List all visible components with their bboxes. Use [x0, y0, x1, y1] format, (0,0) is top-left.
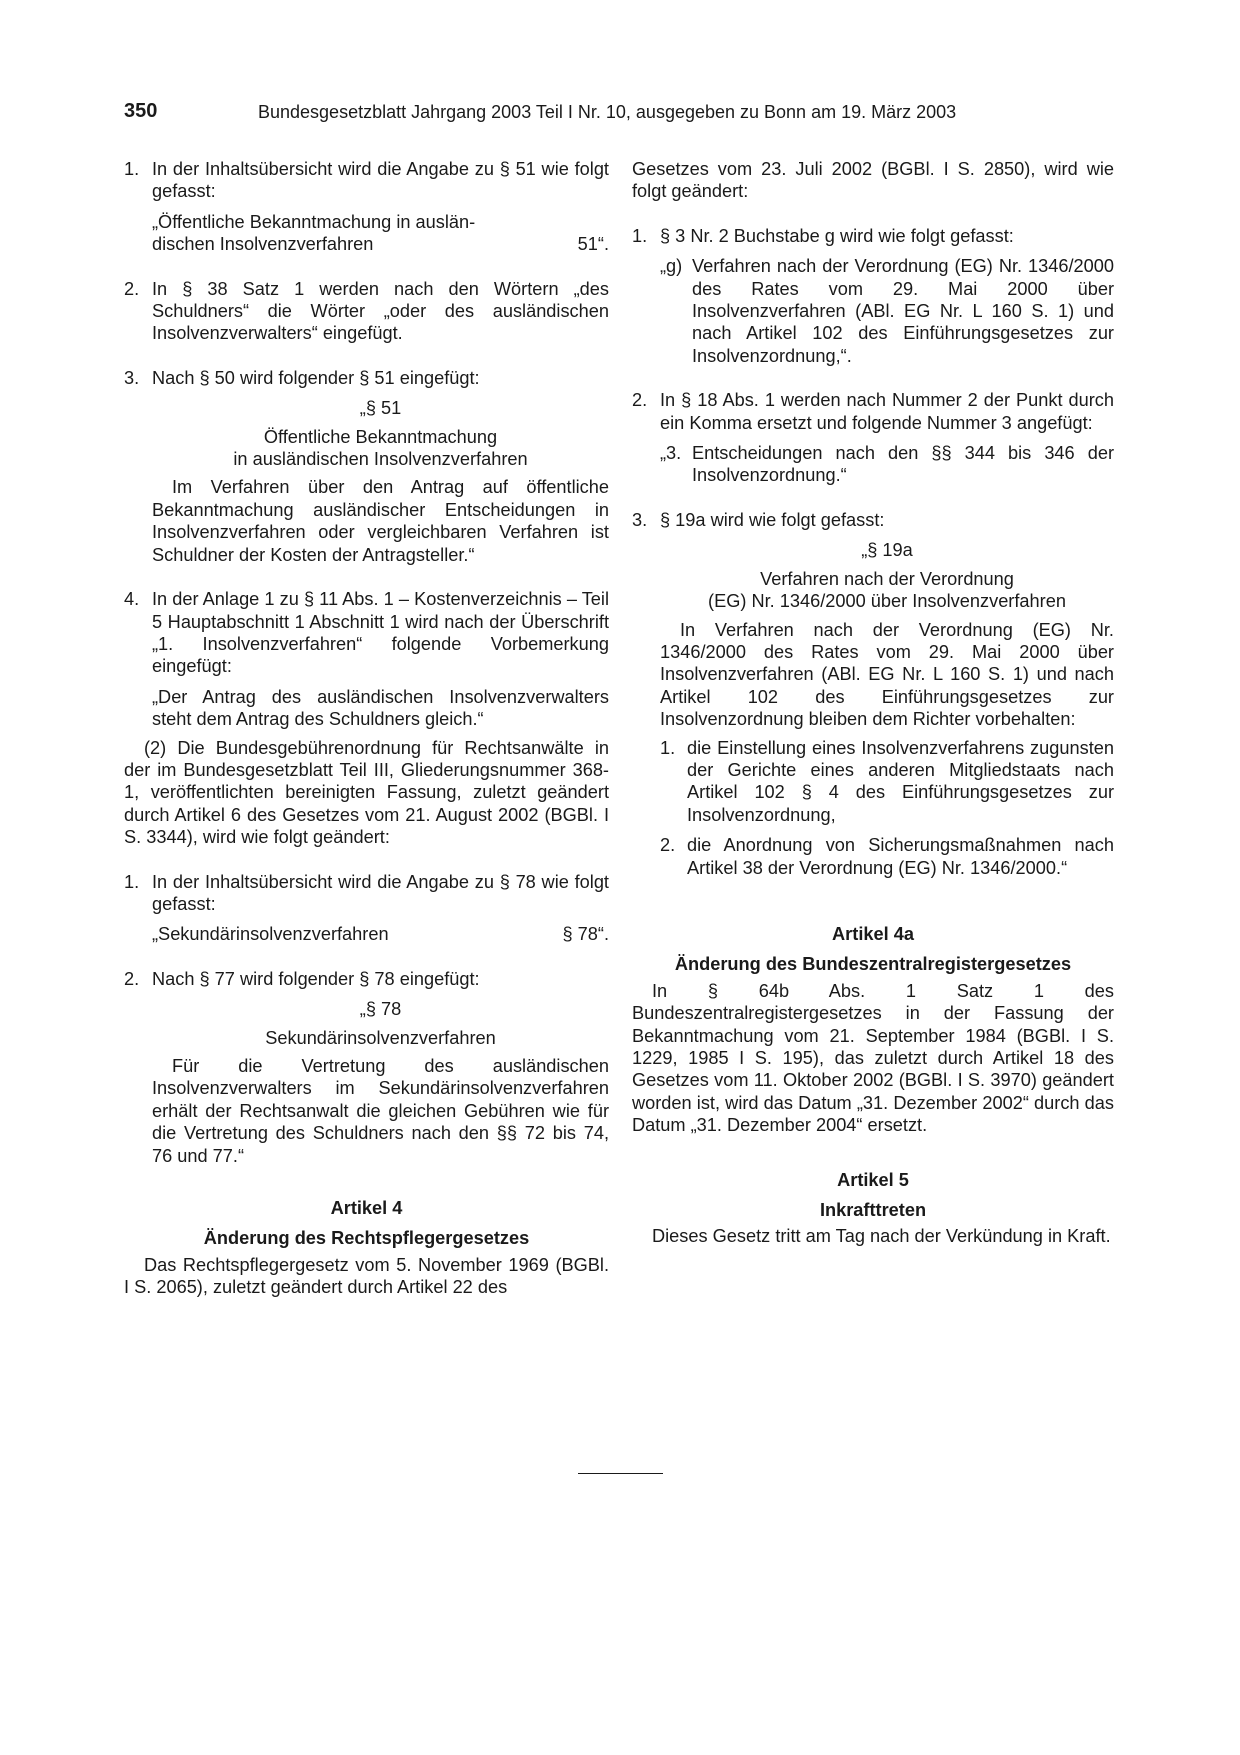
- inserted-section: [152, 397, 609, 566]
- section-number: „§ 19a: [861, 540, 913, 561]
- list-item: [124, 158, 609, 203]
- article-label: Artikel 4a: [832, 923, 914, 944]
- toc-entry: [152, 923, 609, 945]
- article-text: In § 64b Abs. 1 Satz 1 des Bundeszentralregistergesetzes in der Fassung der Bekanntmachung vom 21. September 1984 (BGBl. I S. 1229, 1985 I S. 195), das zuletzt durch Artikel 18 des Gesetzes vom 11. Oktober 2002 (BGBl. I S. 3970) geändert worden ist, wird das Datum „31. Dezember 2002“ durch das Datum „31. Dezember 2004“ ersetzt.: [632, 980, 1114, 1136]
- section-title: Öffentliche Bekanntmachung: [263, 426, 498, 447]
- toc-line: „Öffentliche Bekanntmachung in auslän-: [152, 211, 476, 232]
- item-number: 2.: [660, 835, 676, 856]
- quote-text: Verfahren nach der Verordnung (EG) Nr. 1346/2000 des Rates vom 29. Mai 2000 über Insolvenzverfahren (ABl. EG Nr. L 160 S. 1) und nach Artikel 102 des Einführungsgesetzes zur Insolvenzordnung,“.: [692, 256, 1114, 366]
- item-number: 1.: [124, 159, 140, 179]
- paragraph: (2) Die Bundesgebührenordnung für Rechtsanwälte in der im Bundesgesetzblatt Teil III, Gliederungsnummer 368-1, veröffentlichten bereinigten Fassung, zuletzt geändert durch Artikel 6 des Gesetzes vom 21. August 2002 (BGBl. I S. 3344), wird wie folgt geändert:: [124, 737, 609, 848]
- paragraph: Gesetzes vom 23. Juli 2002 (BGBl. I S. 2850), wird wie folgt geändert:: [632, 159, 1114, 202]
- article-title: Änderung des Rechtspflegergesetzes: [203, 1228, 530, 1249]
- item-number: 2.: [124, 968, 140, 989]
- item-text: In der Anlage 1 zu § 11 Abs. 1 – Kostenverzeichnis – Teil 5 Hauptabschnitt 1 Abschnitt 1 wird nach der Überschrift „1. Insolvenzverfahren“ folgende Vorbemerkung eingefügt:: [152, 589, 609, 677]
- sub-item: [660, 834, 1114, 879]
- inserted-quote: [660, 442, 1114, 487]
- item-text: Nach § 77 wird folgender § 78 eingefügt:: [152, 968, 480, 989]
- quote-number: „g): [660, 256, 683, 277]
- item-number: 1.: [660, 737, 676, 758]
- article-title: Änderung des Bundeszentralregistergesetzes: [674, 954, 1072, 975]
- toc-line: dischen Insolvenzverfahren: [152, 234, 374, 255]
- page-number: 350: [124, 100, 158, 122]
- toc-ref: § 78“.: [562, 924, 609, 945]
- item-text: Nach § 50 wird folgender § 51 eingefügt:: [152, 367, 480, 388]
- list-item: [124, 278, 609, 345]
- item-number: 3.: [124, 367, 140, 388]
- item-number: 2.: [124, 278, 140, 299]
- sub-item: [660, 737, 1114, 827]
- page-header: [124, 100, 1114, 126]
- item-number: 1.: [124, 871, 140, 892]
- item-text: In der Inhaltsübersicht wird die Angabe zu § 78 wie folgt gefasst:: [152, 871, 609, 914]
- inserted-quote: „Der Antrag des ausländischen Insolvenzverwalters steht dem Antrag des Schuldners gleich.“: [152, 686, 609, 730]
- item-number: 4.: [124, 589, 140, 610]
- running-title: Bundesgesetzblatt Jahrgang 2003 Teil I Nr. 10, ausgegeben zu Bonn am 19. März 2003: [258, 102, 957, 122]
- article-label: Artikel 5: [837, 1169, 909, 1190]
- article-label: Artikel 4: [330, 1198, 403, 1219]
- item-text: § 3 Nr. 2 Buchstabe g wird wie folgt gefasst:: [660, 225, 1014, 246]
- item-text: die Anordnung von Sicherungsmaßnahmen nach Artikel 38 der Verordnung (EG) Nr. 1346/2000.“: [687, 835, 1114, 878]
- article-text: Das Rechtspflegergesetz vom 5. November 1969 (BGBl. I S. 2065), zuletzt geändert durch Artikel 22 des: [124, 1254, 609, 1298]
- section-body: Im Verfahren über den Antrag auf öffentliche Bekanntmachung ausländischer Entscheidungen in Insolvenzverfahren oder vergleichbaren Verfahren ist Schuldner der Kosten der Antragsteller.“: [152, 477, 609, 565]
- section-number: „§ 78: [359, 999, 402, 1020]
- item-number: 2.: [632, 390, 648, 411]
- inserted-section: [660, 539, 1114, 730]
- list-item: [632, 225, 1114, 247]
- section-number: „§ 51: [359, 398, 402, 419]
- end-rule: [578, 1473, 663, 1474]
- list-item: [632, 389, 1114, 434]
- list-item: [124, 871, 609, 916]
- toc-ref: 51“.: [577, 234, 609, 255]
- section-title: (EG) Nr. 1346/2000 über Insolvenzverfahren: [708, 591, 1066, 612]
- section-body: Für die Vertretung des ausländischen Insolvenzverwalters im Sekundärinsolvenzverfahren erhält der Rechtsanwalt die gleichen Gebühren wie für die Vertretung des Schuldners nach den §§ 72 bis 74, 76 und 77.“: [152, 1056, 609, 1166]
- section-body: In Verfahren nach der Verordnung (EG) Nr. 1346/2000 des Rates vom 29. Mai 2000 über Insolvenzverfahren (ABl. EG Nr. L 160 S. 1) und nach Artikel 102 des Einführungsgesetzes zur Insolvenzordnung bleiben dem Richter vorbehalten:: [660, 619, 1114, 730]
- inserted-section: [152, 998, 609, 1167]
- section-title: Verfahren nach der Verordnung: [760, 568, 1014, 589]
- toc-line: „Sekundärinsolvenzverfahren: [152, 924, 389, 945]
- item-number: 3.: [632, 509, 648, 530]
- quote-text: Entscheidungen nach den §§ 344 bis 346 der Insolvenzordnung.“: [692, 443, 1114, 486]
- item-number: 1.: [632, 225, 648, 246]
- toc-entry: [152, 211, 609, 256]
- article-title: Inkrafttreten: [819, 1200, 927, 1221]
- article-text: Dieses Gesetz tritt am Tag nach der Verkündung in Kraft.: [652, 1226, 1111, 1247]
- item-text: In der Inhaltsübersicht wird die Angabe zu § 51 wie folgt gefasst:: [152, 159, 609, 202]
- inserted-quote: [660, 255, 1114, 367]
- item-text: In § 18 Abs. 1 werden nach Nummer 2 der Punkt durch ein Komma ersetzt und folgende Nummer 3 angefügt:: [660, 390, 1114, 433]
- item-text: § 19a wird wie folgt gefasst:: [660, 509, 885, 530]
- list-item: [124, 968, 609, 990]
- right-column: [632, 158, 1114, 1248]
- quote-number: „3.: [660, 443, 682, 464]
- list-item: [632, 509, 1114, 531]
- list-item: [124, 367, 609, 389]
- section-title: Sekundärinsolvenzverfahren: [265, 1027, 496, 1048]
- item-text: In § 38 Satz 1 werden nach den Wörtern „des Schuldners“ die Wörter „oder des ausländischen Insolvenzverwalters“ eingefügt.: [152, 278, 609, 344]
- list-item: [124, 588, 609, 678]
- section-title: in ausländischen Insolvenzverfahren: [233, 449, 528, 470]
- left-column: [124, 158, 609, 1299]
- item-text: die Einstellung eines Insolvenzverfahrens zugunsten der Gerichte eines anderen Mitgliedstaats nach Artikel 102 § 4 des Einführungsgesetzes zur Insolvenzordnung,: [687, 737, 1114, 825]
